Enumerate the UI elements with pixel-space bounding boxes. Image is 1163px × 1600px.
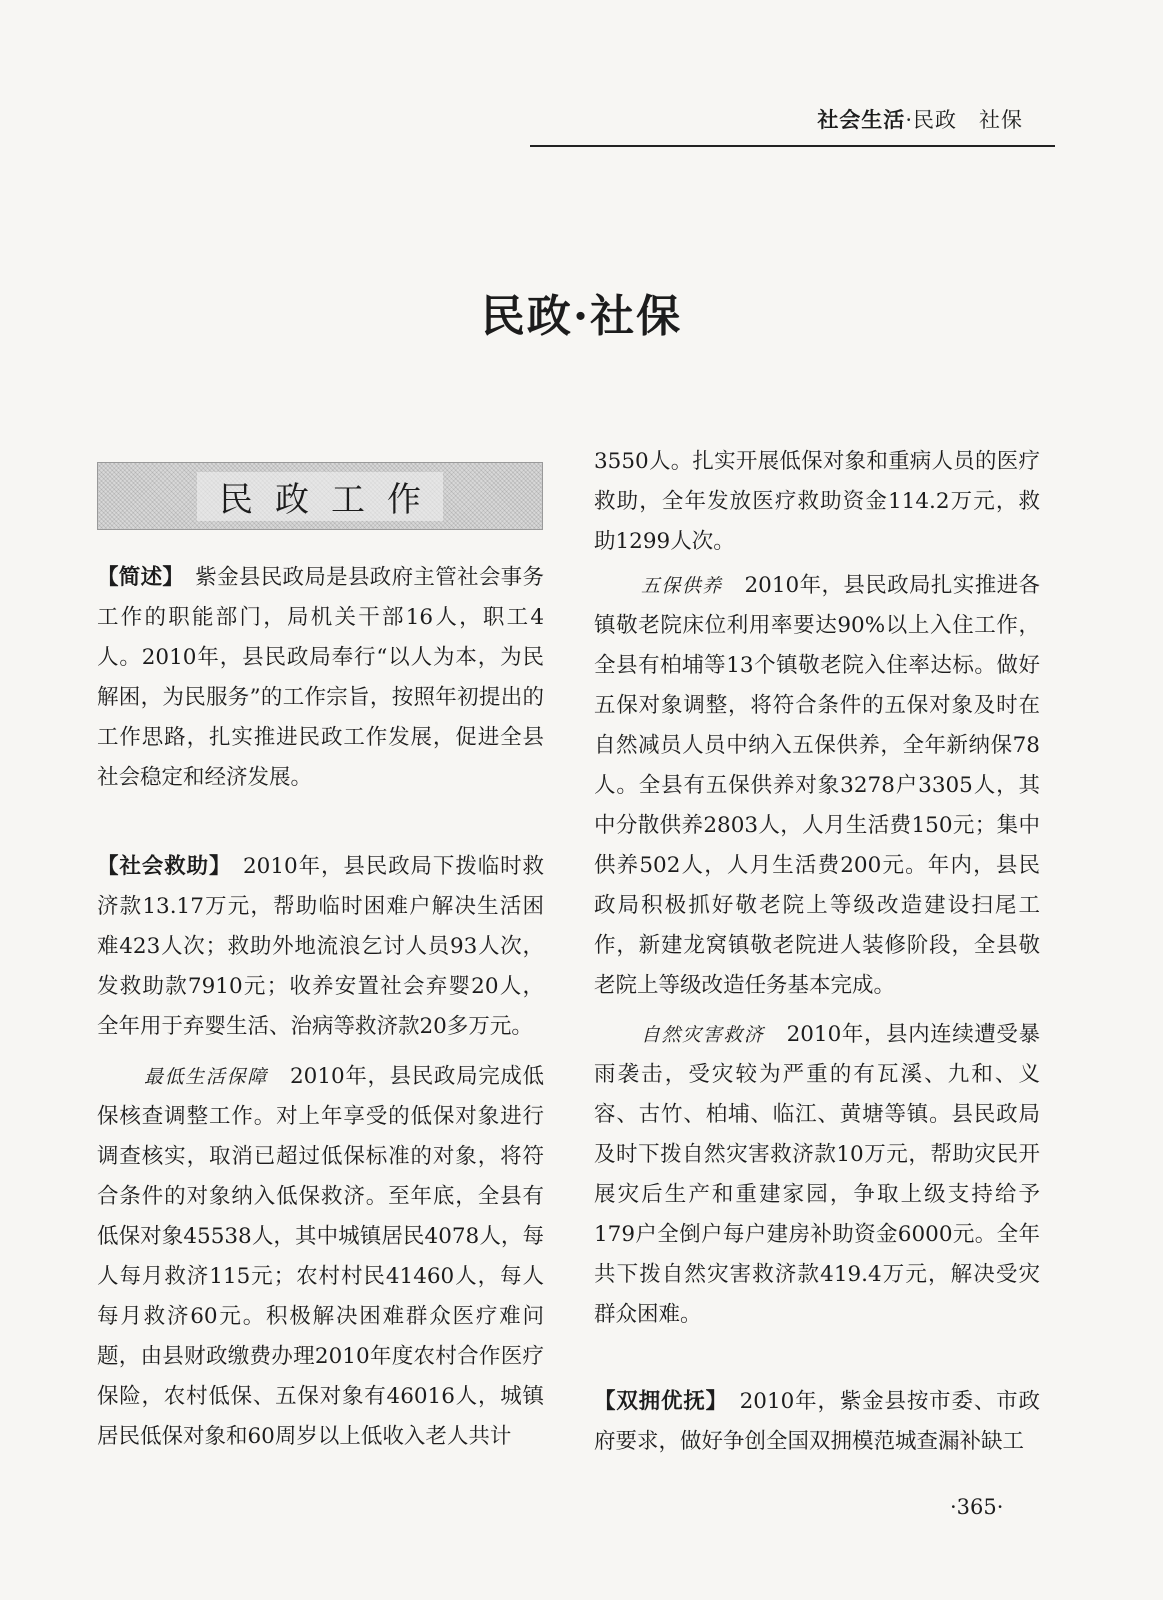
paragraph-double-support xyxy=(594,1382,1040,1462)
paragraph-five-guarantees xyxy=(594,566,1040,1006)
paragraph-text: 2010年，县民政局扎实推进各镇敬老院床位利用率要达90%以上入住工作，全县有柏埔等13个镇敬老院入住率达标。做好五保对象调整，将符合条件的五保对象及时在自然减员人员中纳入五保供养，全年新纳保78人。全县有五保供养对象3278户3305人，其中分散供养2803人，人月生活费150元；集中供养502人，人月生活费200元。年内，县民政局积极抓好敬老院上等级改造建设扫尾工作，新建龙窝镇敬老院进人装修阶段，全县敬老院上等级改造任务基本完成。 xyxy=(594,573,1040,998)
paragraph-text: 2010年，县民政局完成低保核查调整工作。对上年享受的低保对象进行调查核实，取消已超过低保标准的对象，将符合条件的对象纳入低保救济。至年底，全县有低保对象45538人，其中城镇居民4078人，每人每月救济115元；农村村民41460人，每人每月救济60元。积极解决困难群众医疗难问题，由县财政缴费办理2010年度农村合作医疗保险，农村低保、五保对象有46016人，城镇居民低保对象和60周岁以上低收入老人共计 xyxy=(97,1064,544,1449)
paragraph-subheading: 自然灾害救济 xyxy=(641,1024,765,1046)
paragraph-subheading: 五保供养 xyxy=(641,575,723,597)
paragraph-overview xyxy=(97,558,544,798)
running-header-section: 社会生活 xyxy=(817,107,906,132)
running-header xyxy=(817,104,1023,134)
paragraph-subheading: 最低生活保障 xyxy=(144,1066,268,1088)
page-number: ·365· xyxy=(950,1495,1004,1519)
page-title: 民政·社保 xyxy=(480,291,683,342)
paragraph-medical-aid xyxy=(594,442,1040,562)
paragraph-lead: 【双拥优抚】 xyxy=(594,1389,718,1414)
paragraph-text: 紫金县民政局是县政府主管社会事务工作的职能部门，局机关干部16人，职工4人。2010年，县民政局奉行“以人为本，为民解困，为民服务”的工作宗旨，按照年初提出的工作思路，扎实推进民政工作发展，促进全县社会稳定和经济发展。 xyxy=(97,565,544,790)
paragraph-social-assistance xyxy=(97,847,544,1047)
paragraph-text: 2010年，县内连续遭受暴雨袭击，受灾较为严重的有瓦溪、九和、义容、古竹、柏埔、临江、黄塘等镇。县民政局及时下拨自然灾害救济款10万元，帮助灾民开展灾后生产和重建家园，争取上级支持给予179户全倒户每户建房补助资金6000元。全年共下拨自然灾害救济款419.4万元，解决受灾群众困难。 xyxy=(594,1022,1040,1327)
paragraph-lead: 【社会救助】 xyxy=(97,854,221,879)
header-rule xyxy=(530,145,1055,147)
section-banner xyxy=(97,462,543,530)
paragraph-text: 2010年，县民政局下拨临时救济款13.17万元，帮助临时困难户解决生活困难423人次；救助外地流浪乞讨人员93人次，发救助款7910元；收养安置社会弃婴20人，全年用于弃婴生活、治病等救济款20多万元。 xyxy=(97,854,544,1039)
paragraph-text: 2010年，紫金县按市委、市政府要求，做好争创全国双拥模范城查漏补缺工 xyxy=(594,1389,1040,1454)
section-banner-text: 民政工作 xyxy=(197,472,443,521)
paragraph-minimum-living xyxy=(97,1057,544,1457)
paragraph-lead: 【简述】 xyxy=(97,565,174,590)
paragraph-disaster-relief xyxy=(594,1015,1040,1335)
paragraph-text: 3550人。扎实开展低保对象和重病人员的医疗救助，全年发放医疗救助资金114.2万元，救助1299人次。 xyxy=(594,449,1040,554)
running-header-topic: ·民政 社保 xyxy=(905,108,1023,132)
